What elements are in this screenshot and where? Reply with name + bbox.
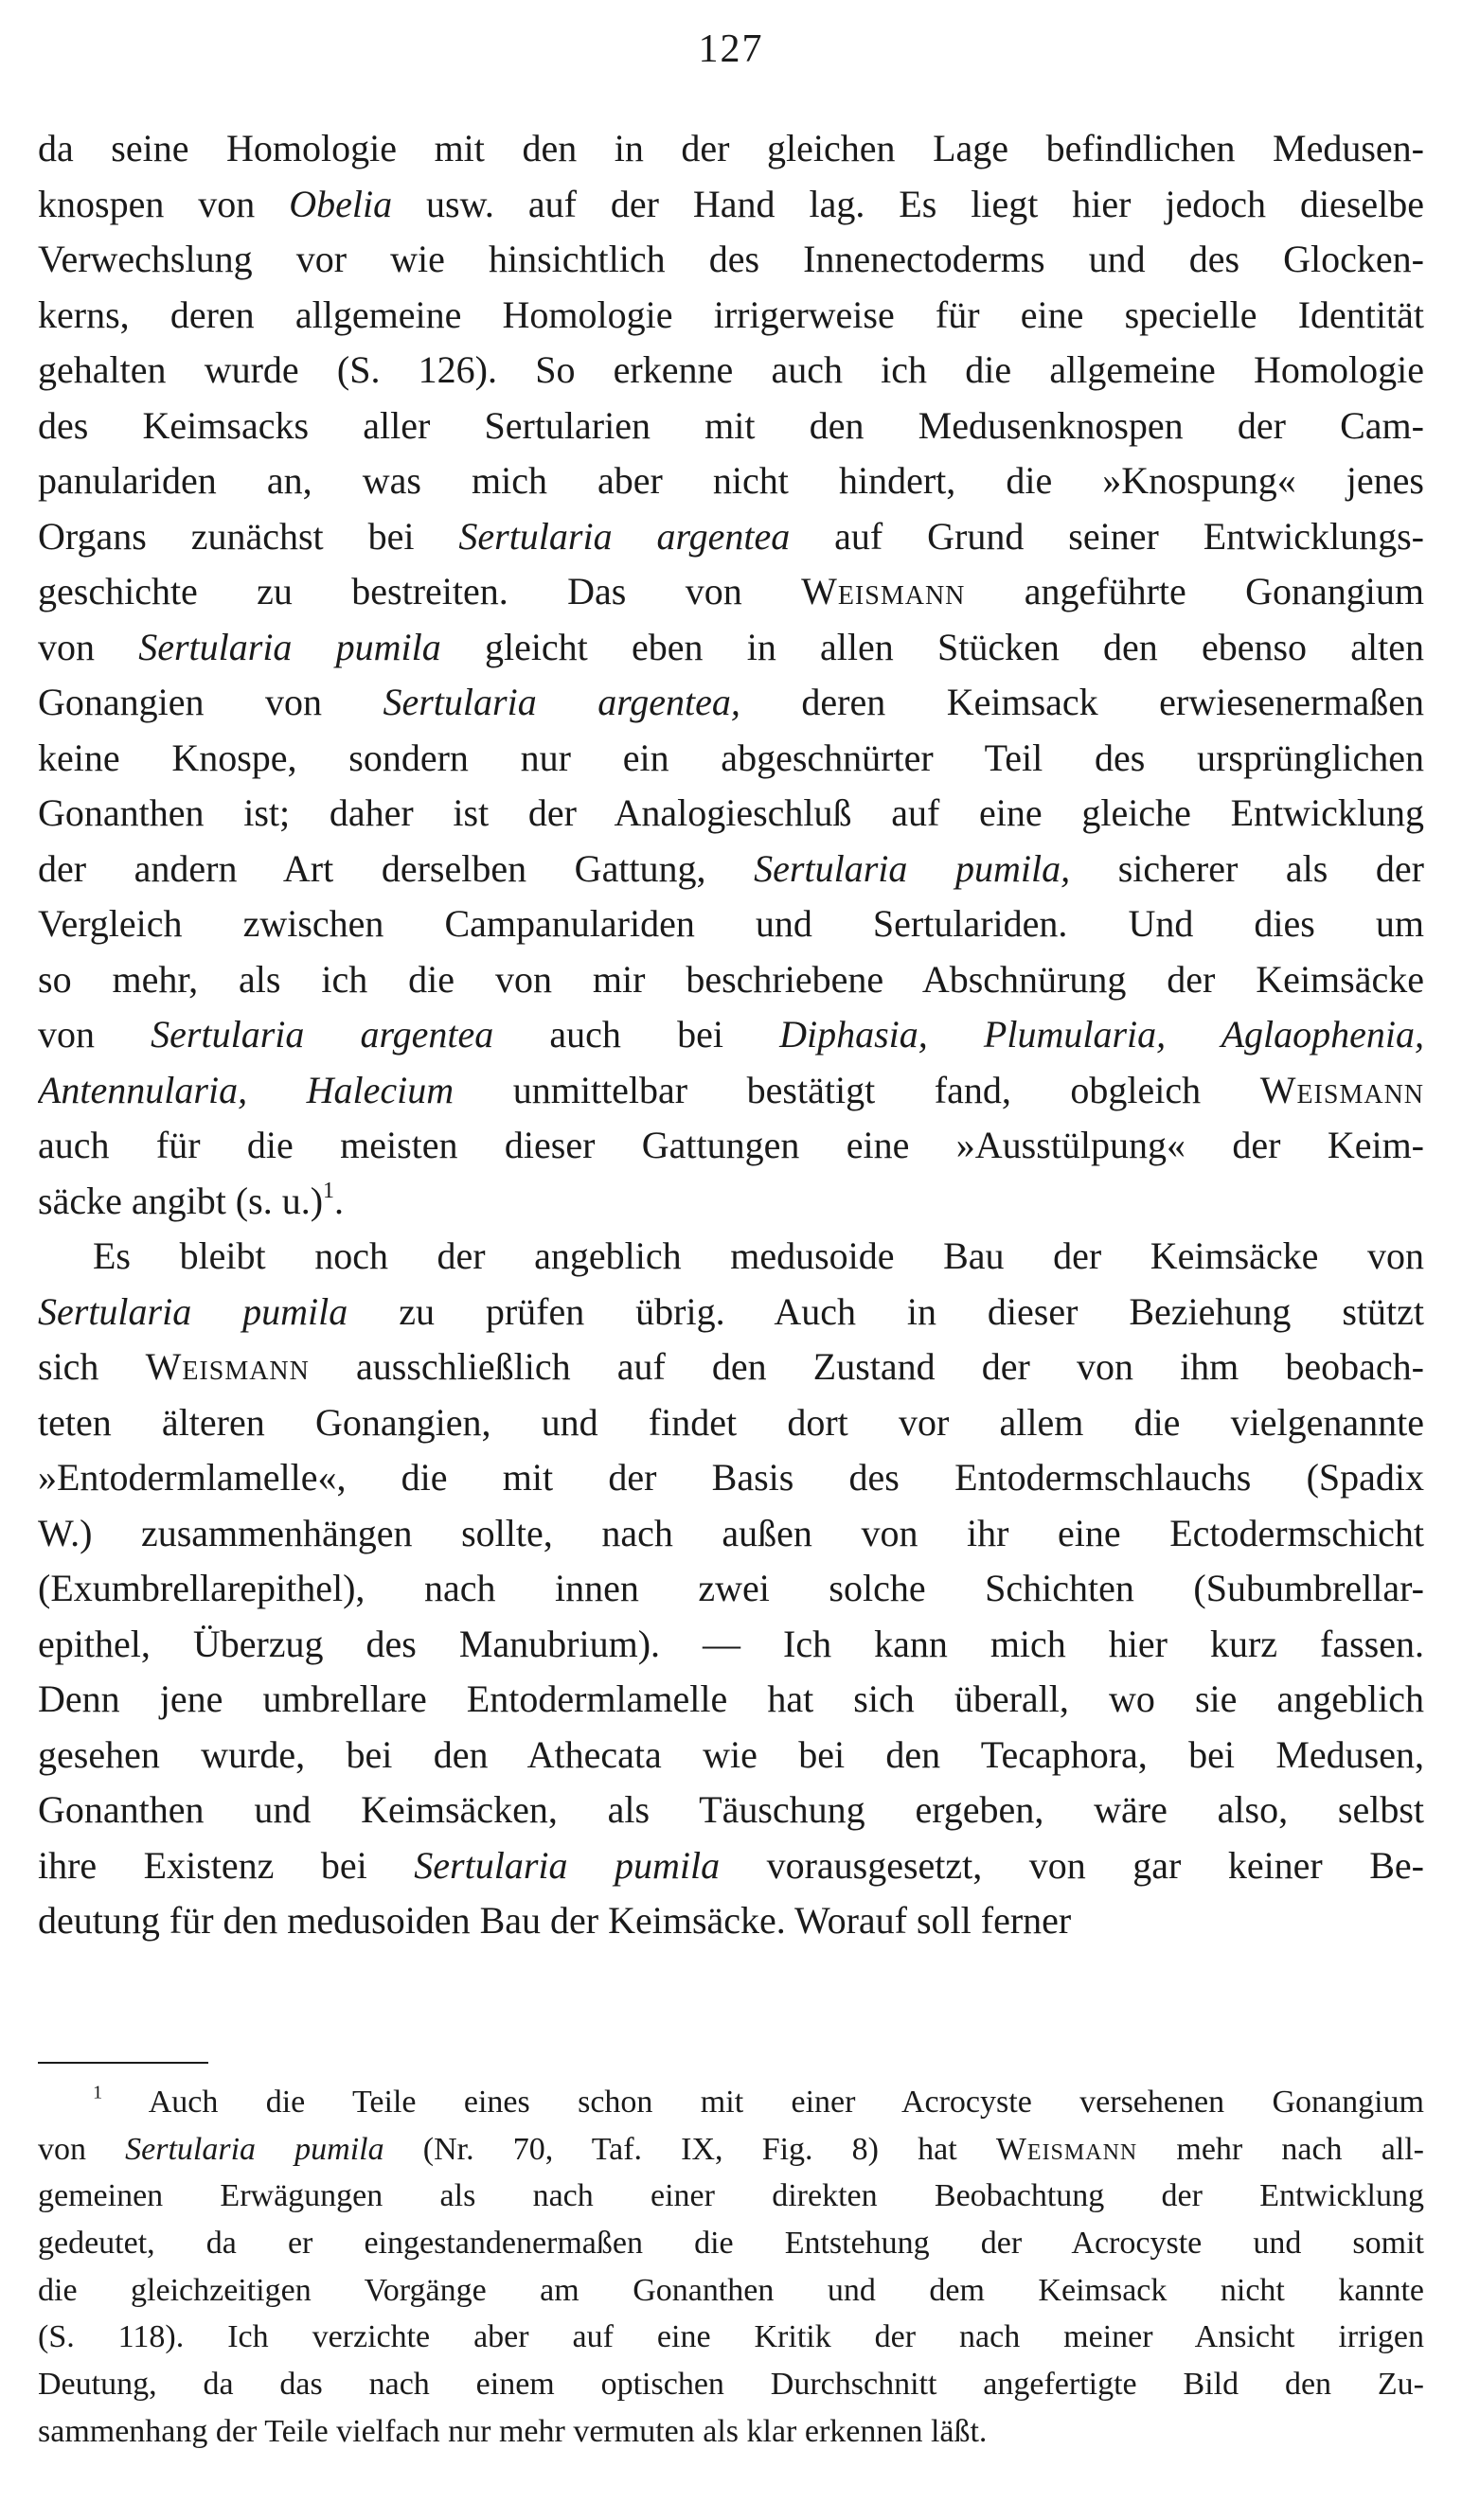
body-line: gehalten wurde (S. 126). So erkenne auch ich die allgemeine Homologie — [38, 348, 1424, 391]
body-line: Gonanthen und Keimsäcken, als Täuschung ergeben, wäre also, selbst — [38, 1788, 1424, 1831]
footnote-divider — [38, 2062, 208, 2064]
italic-term: Sertularia pumila — [138, 625, 441, 668]
italic-term: Obelia — [289, 182, 393, 225]
author-name: Weismann — [1259, 1068, 1424, 1111]
body-line: gesehen wurde, bei den Athecata wie bei den Tecaphora, bei Medusen, — [38, 1732, 1424, 1776]
body-line: auch für die meisten dieser Gattungen eine »Ausstülpung« der Keim- — [38, 1124, 1424, 1166]
body-line: »Entodermlamelle«, die mit der Basis des Entodermschlauchs (Spadix — [38, 1456, 1424, 1499]
body-line: sich Weismann ausschließlich auf den Zustand der von ihm beobach- — [38, 1345, 1424, 1388]
body-line: von Sertularia pumila gleicht eben in allen Stücken den ebenso alten — [38, 625, 1424, 668]
footnote-line: Deutung, da das nach einem optischen Durchschnitt angefertigte Bild den Zu- — [38, 2367, 1424, 2403]
body-line: Vergleich zwischen Campanulariden und Sertulariden. Und dies um — [38, 902, 1424, 945]
body-line: so mehr, als ich die von mir beschriebene Abschnürung der Keimsäcke — [38, 957, 1424, 1001]
body-line: der andern Art derselben Gattung, Sertularia pumila, sicherer als der — [38, 846, 1424, 890]
footnote-line: von Sertularia pumila (Nr. 70, Taf. IX, Fig. 8) hat Weismann mehr nach all- — [38, 2131, 1424, 2167]
body-line: epithel, Überzug des Manubrium). — Ich kann mich hier kurz fassen. — [38, 1622, 1424, 1665]
author-name: Weismann — [995, 2131, 1138, 2167]
footnote-line: (S. 118). Ich verzichte aber auf eine Kritik der nach meiner Ansicht irrigen — [38, 2319, 1424, 2355]
body-line: W.) zusammenhängen sollte, nach außen von ihr eine Ectodermschicht — [38, 1511, 1424, 1554]
body-line: geschichte zu bestreiten. Das von Weismann angeführte Gonangium — [38, 570, 1424, 612]
body-line: da seine Homologie mit den in der gleichen Lage befindlichen Medusen- — [38, 127, 1424, 169]
body-line: panulariden an, was mich aber nicht hindert, die »Knospung« jenes — [38, 459, 1424, 502]
author-name: Weismann — [801, 570, 966, 612]
body-line: knospen von Obelia usw. auf der Hand lag. Es liegt hier jedoch dieselbe — [38, 182, 1424, 225]
body-line: keine Knospe, sondern nur ein abgeschnürter Teil des ursprünglichen — [38, 736, 1424, 779]
italic-term: Sertularia pumila — [414, 1843, 721, 1887]
italic-term: Sertularia argentea — [151, 1013, 494, 1056]
italic-term: Sertularia argentea, — [383, 681, 740, 723]
body-line: ihre Existenz bei Sertularia pumila vorausgesetzt, von gar keiner Be- — [38, 1843, 1424, 1887]
body-text — [38, 121, 1424, 1949]
body-line: kerns, deren allgemeine Homologie irrigerweise für eine specielle Identität — [38, 293, 1424, 336]
page-number: 127 — [698, 27, 764, 71]
body-line: Gonangien von Sertularia argentea, deren Keimsack erwiesenermaßen — [38, 681, 1424, 723]
body-line: von Sertularia argentea auch bei Diphasia, Plumularia, Aglaophenia, — [38, 1013, 1424, 1056]
italic-term: Sertularia pumila, — [754, 846, 1071, 890]
body-line: Verwechslung vor wie hinsichtlich des Innenectoderms und des Glocken- — [38, 238, 1424, 280]
body-line: säcke angibt (s. u.)$^1$. — [38, 1178, 345, 1222]
body-line: (Exumbrellarepithel), nach innen zwei solche Schichten (Subumbrellar- — [38, 1567, 1424, 1609]
footnote-marker: 1 — [93, 2082, 103, 2103]
footnote-line: $^1$ Auch die Teile eines schon mit einer Acrocyste versehenen Gonangium — [93, 2082, 1424, 2120]
italic-term: Sertularia argentea — [458, 514, 791, 558]
body-line: Sertularia pumila zu prüfen übrig. Auch in dieser Beziehung stützt — [38, 1289, 1424, 1333]
body-line: Es bleibt noch der angeblich medusoide Bau der Keimsäcke von — [93, 1234, 1424, 1277]
body-line: des Keimsacks aller Sertularien mit den Medusenknospen der Cam- — [38, 403, 1424, 447]
body-line: Organs zunächst bei Sertularia argentea auf Grund seiner Entwicklungs- — [38, 514, 1424, 558]
body-line: Antennularia, Halecium unmittelbar bestätigt fand, obgleich Weismann — [38, 1068, 1424, 1111]
footnote-line: gedeutet, da er eingestandenermaßen die Entstehung der Acrocyste und somit — [38, 2226, 1424, 2262]
body-line: teten älteren Gonangien, und findet dort vor allem die vielgenannte — [38, 1400, 1424, 1444]
footnote-line: sammenhang der Teile vielfach nur mehr vermuten als klar erkennen läßt. — [38, 2413, 988, 2449]
footnote — [38, 2079, 1424, 2456]
italic-term: Diphasia, Plumularia, Aglaophenia, — [779, 1013, 1424, 1056]
body-line: Gonanthen ist; daher ist der Analogieschluß auf eine gleiche Entwicklung — [38, 791, 1424, 834]
author-name: Weismann — [145, 1345, 310, 1388]
italic-term: Sertularia pumila — [125, 2131, 384, 2167]
body-line: deutung für den medusoiden Bau der Keimsäcke. Worauf soll ferner — [38, 1899, 1072, 1942]
footnote-line: gemeinen Erwägungen als nach einer direkten Beobachtung der Entwicklung — [38, 2178, 1424, 2214]
footnote-marker: 1 — [323, 1178, 335, 1203]
footnote-line: die gleichzeitigen Vorgänge am Gonanthen und dem Keimsack nicht kannte — [38, 2272, 1424, 2308]
italic-term: Sertularia pumila — [38, 1289, 348, 1333]
italic-term: Antennularia, Halecium — [38, 1068, 455, 1111]
body-line: Denn jene umbrellare Entodermlamelle hat sich überall, wo sie angeblich — [38, 1677, 1424, 1720]
